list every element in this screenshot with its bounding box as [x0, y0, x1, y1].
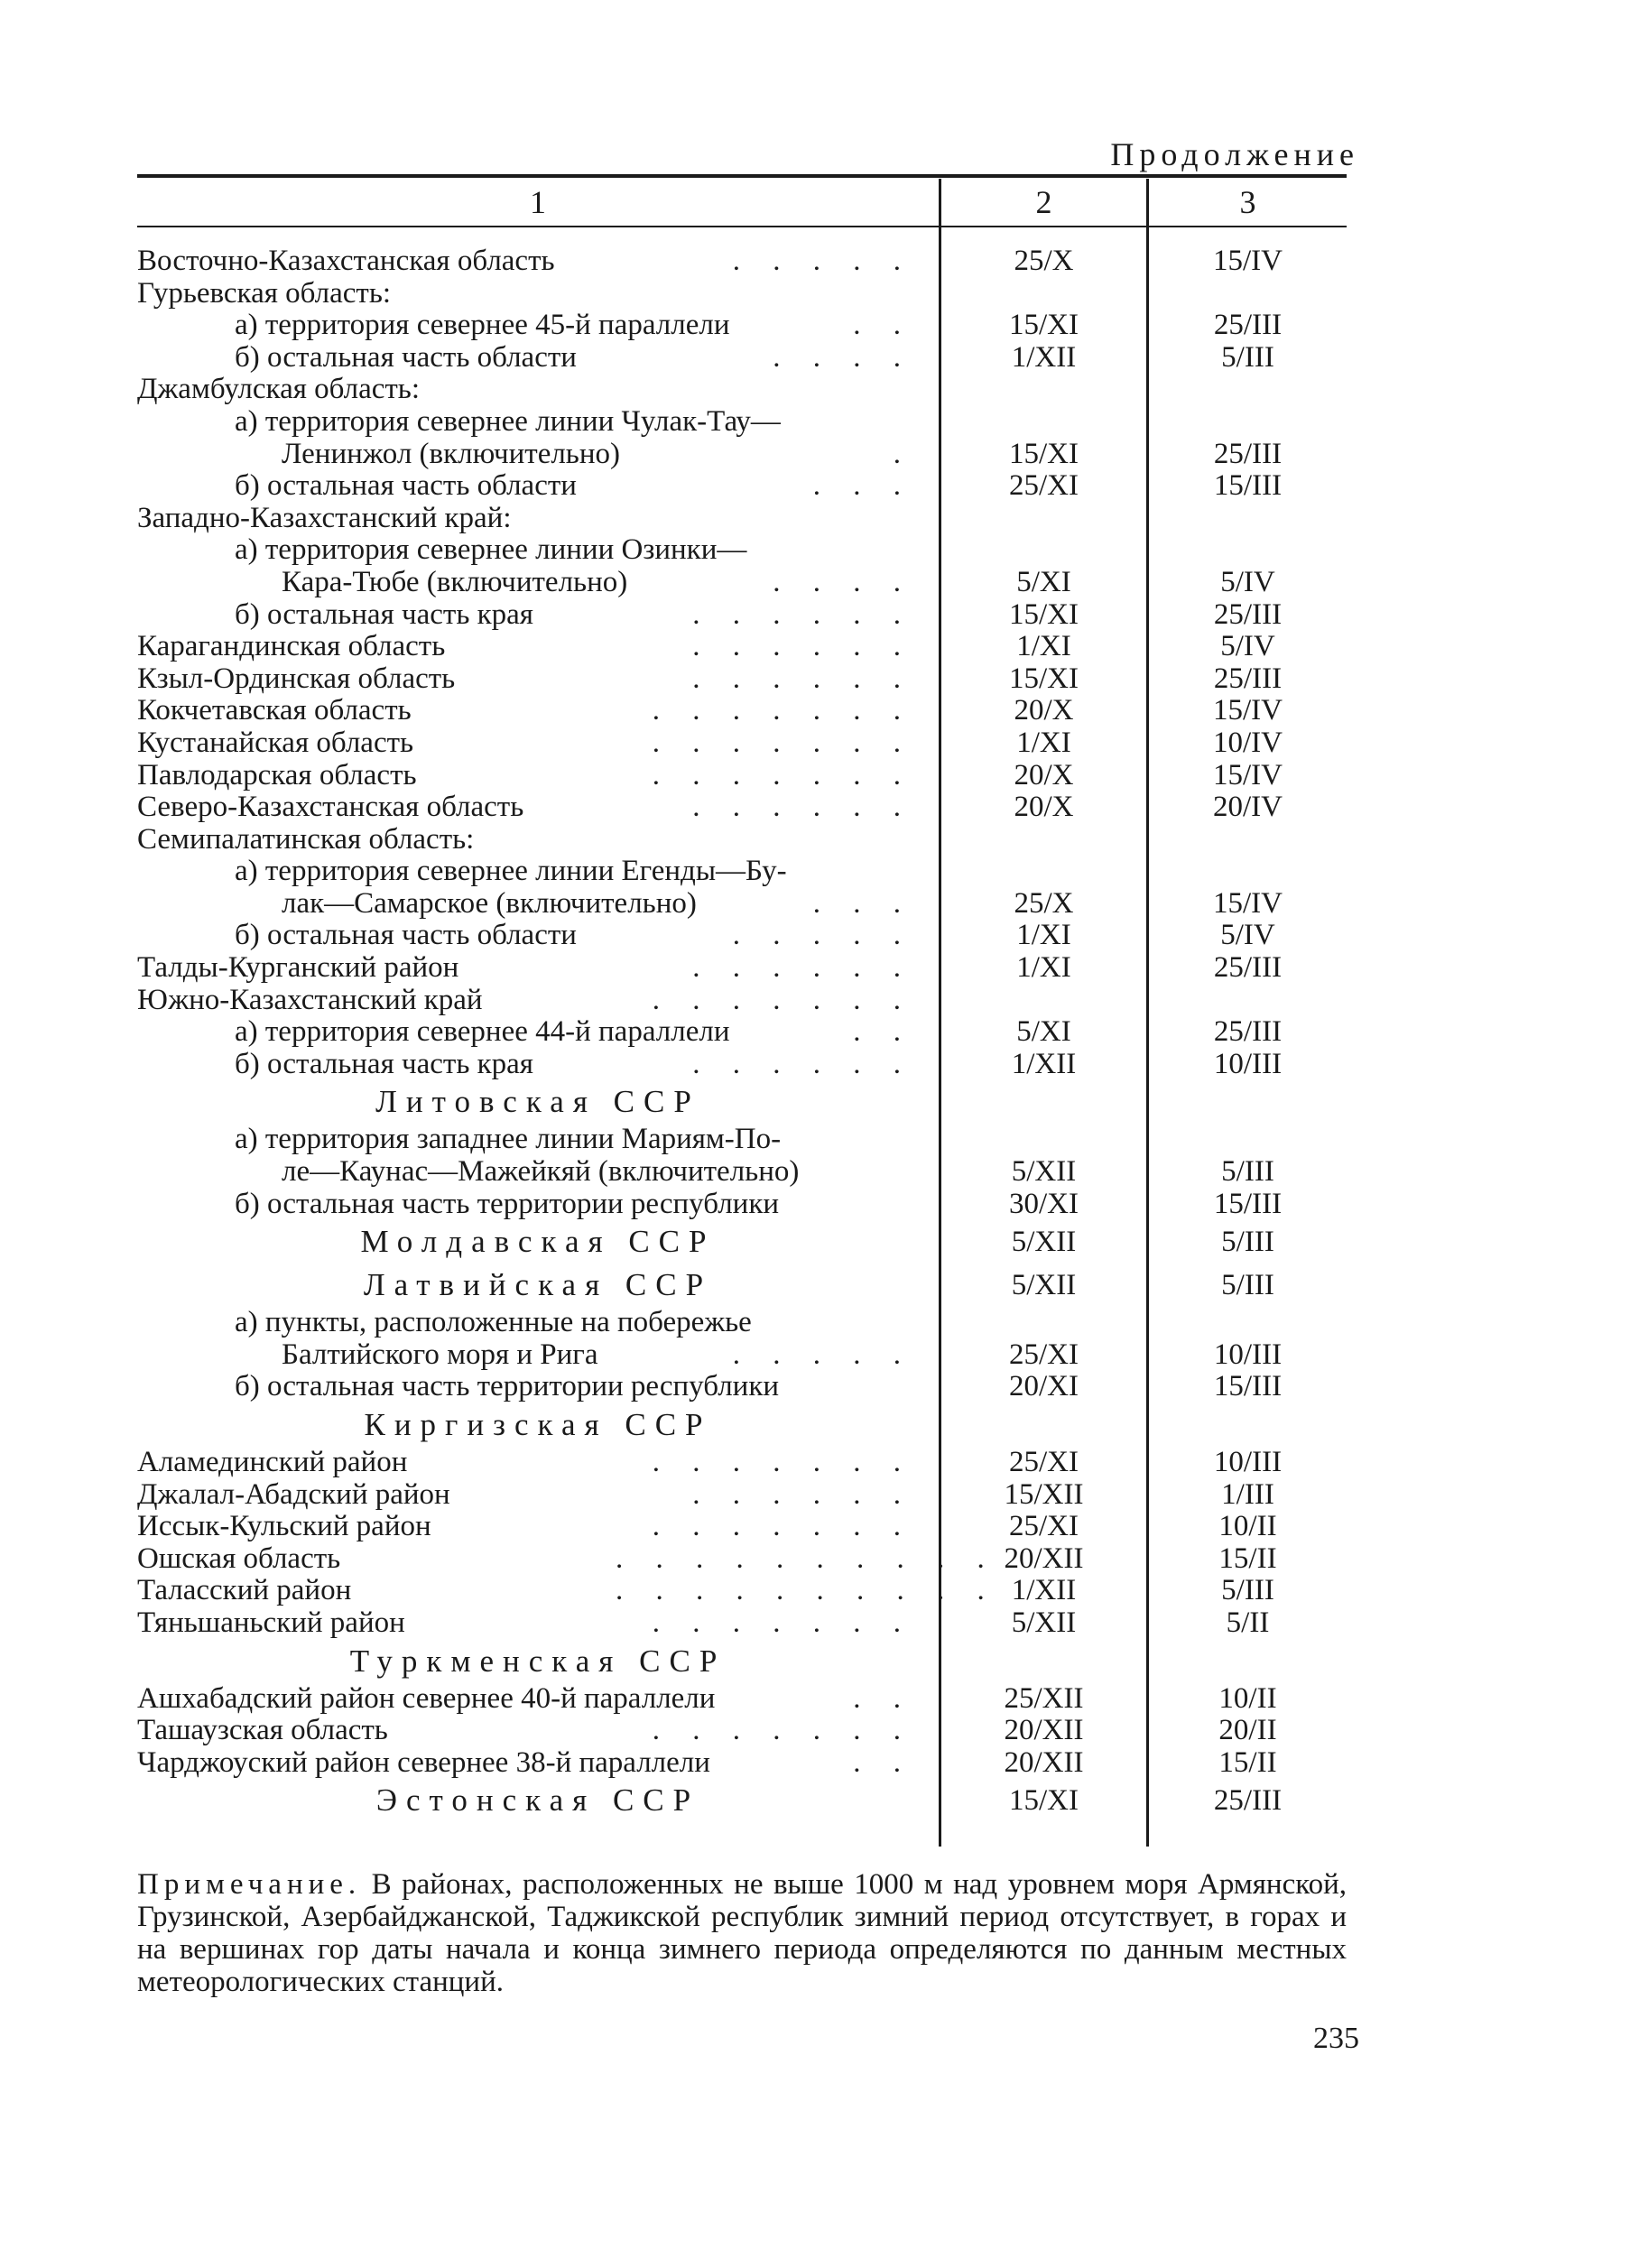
page-number: 235 — [1313, 2022, 1359, 2055]
row-label: а) территория севернее линии Егенды—Бу- — [235, 855, 787, 888]
end-date-cell: 5/IV — [1220, 630, 1275, 663]
footnote-text: В районах, расположенных не выше 1000 м над уровнем моря Армянской, Грузинской, Азербайджанской, Таджикской республик зимний период отсутствует, в горах и на вершинах гор даты начала и конца зимнего периода определяются по данным местных метеорологических станций. — [137, 1868, 1347, 1998]
row-label: Иссык-Кульский район — [137, 1510, 431, 1543]
start-date-cell: 25/XI — [1009, 469, 1079, 503]
leader-dots: . . — [853, 1745, 913, 1779]
leader-dots: . . . . . — [732, 919, 913, 952]
row-label: б) остальная часть области — [235, 340, 577, 374]
row-label: Кустанайская область — [137, 726, 414, 759]
section-title: Литовская ССР — [375, 1084, 700, 1120]
row-label: б) остальная часть территории республики — [235, 1187, 780, 1220]
row-label: б) остальная часть территории республики — [235, 1370, 780, 1403]
leader-dots: . . . . . . — [692, 951, 913, 985]
end-date-cell: 10/III — [1213, 1047, 1283, 1080]
start-date-cell: 1/XI — [1016, 919, 1071, 952]
row-label: Западно-Казахстанский край: — [137, 501, 512, 534]
start-date-cell: 15/XI — [1009, 1784, 1079, 1818]
start-date-cell: 1/XII — [1011, 340, 1077, 374]
table-row — [137, 1339, 1347, 1372]
section-heading-row — [137, 1264, 1347, 1307]
leader-dots: . . . . . . . — [652, 758, 913, 791]
end-date-cell: 5/IV — [1220, 565, 1275, 598]
row-label: Гурьевская область: — [137, 276, 392, 310]
leader-dots: . . . . . . . — [652, 1606, 913, 1639]
start-date-cell: 20/X — [1014, 791, 1074, 824]
leader-dots: . . . . . . — [692, 1047, 913, 1080]
row-label: Ашхабадский район севернее 40-й параллели — [137, 1681, 716, 1715]
row-label: Карагандинская область — [137, 630, 446, 663]
footnote — [137, 1868, 1347, 1998]
leader-dots: . . . . . . — [692, 630, 913, 663]
table-row — [137, 985, 1347, 1017]
table-row — [137, 278, 1347, 310]
leader-dots: . . . . . . — [692, 791, 913, 824]
footnote-lead: Примечание. — [137, 1868, 362, 1901]
start-date-cell: 15/XI — [1009, 309, 1079, 342]
row-label: Ленинжол (включительно) — [282, 437, 621, 470]
leader-dots: . . . . . . . . . . — [616, 1574, 997, 1607]
start-date-cell: 5/XII — [1011, 1269, 1077, 1302]
table-row — [137, 1479, 1347, 1512]
table-row — [137, 406, 1347, 439]
end-date-cell: 5/III — [1221, 1226, 1274, 1259]
table-row — [137, 1747, 1347, 1780]
table-row — [137, 1049, 1347, 1081]
row-label: Кокчетавская область — [137, 694, 412, 727]
start-date-cell: 5/XII — [1011, 1606, 1077, 1639]
table-row — [137, 1607, 1347, 1640]
start-date-cell: 5/XI — [1016, 1015, 1071, 1049]
start-date-cell: 1/XI — [1016, 630, 1071, 663]
table-row — [137, 1371, 1347, 1403]
end-date-cell: 15/III — [1213, 1187, 1283, 1220]
table-row — [137, 695, 1347, 727]
column-header-2: 2 — [1035, 184, 1052, 220]
table-row — [137, 374, 1347, 406]
start-date-cell: 1/XII — [1011, 1574, 1077, 1607]
row-label: Талды-Курганский район — [137, 951, 459, 985]
row-label: а) территория севернее линии Чулак-Тау— — [235, 404, 781, 438]
table-row — [137, 663, 1347, 696]
leader-dots: . . . . . — [732, 1338, 913, 1371]
start-date-cell: 25/X — [1014, 245, 1074, 277]
leader-dots: . . — [853, 1681, 913, 1715]
row-label: Чарджоуский район севернее 38-й параллели — [137, 1745, 710, 1779]
end-date-cell: 1/III — [1221, 1477, 1274, 1511]
end-date-cell: 25/III — [1213, 309, 1283, 342]
leader-dots: . . . . . . . — [652, 694, 913, 727]
section-title: Киргизская ССР — [364, 1407, 712, 1442]
end-date-cell: 10/IV — [1213, 726, 1283, 759]
start-date-cell: 20/X — [1014, 758, 1074, 791]
leader-dots: . . . . . — [732, 245, 913, 277]
start-date-cell: 20/XII — [1004, 1745, 1084, 1779]
row-label: а) территория севернее 45-й параллели — [235, 309, 730, 342]
end-date-cell: 15/IV — [1213, 758, 1283, 791]
end-date-cell: 10/III — [1213, 1446, 1283, 1478]
end-date-cell: 20/II — [1218, 1714, 1277, 1747]
end-date-cell: 15/II — [1218, 1745, 1277, 1779]
table-row — [137, 920, 1347, 952]
leader-dots: . . . — [812, 469, 913, 503]
leader-dots: . . . . . . — [692, 597, 913, 631]
end-date-cell: 25/III — [1213, 597, 1283, 631]
row-label: ле—Каунас—Мажейкяй (включительно) — [282, 1155, 800, 1189]
table-row — [137, 1511, 1347, 1543]
row-label: Павлодарская область — [137, 758, 417, 791]
leader-dots: . — [893, 437, 913, 470]
end-date-cell: 5/III — [1221, 1155, 1274, 1189]
row-label: а) территория западнее линии Мариям-По- — [235, 1123, 782, 1156]
end-date-cell: 15/III — [1213, 1370, 1283, 1403]
table-row — [137, 631, 1347, 663]
row-label: Семипалатинская область: — [137, 822, 475, 856]
start-date-cell: 25/XI — [1009, 1510, 1079, 1543]
start-date-cell: 20/XII — [1004, 1541, 1084, 1575]
table-row — [137, 791, 1347, 824]
column-header-3: 3 — [1239, 184, 1256, 220]
row-label: Ошская область — [137, 1541, 341, 1575]
end-date-cell: 20/IV — [1213, 791, 1283, 824]
table-row — [137, 760, 1347, 792]
start-date-cell: 5/XII — [1011, 1155, 1077, 1189]
row-label: Тяньшаньский район — [137, 1606, 405, 1639]
end-date-cell: 15/III — [1213, 469, 1283, 503]
table-row — [137, 342, 1347, 375]
end-date-cell: 25/III — [1213, 437, 1283, 470]
start-date-cell: 15/XI — [1009, 662, 1079, 695]
start-date-cell: 5/XI — [1016, 565, 1071, 598]
row-label: Северо-Казахстанская область — [137, 791, 524, 824]
start-date-cell: 25/XI — [1009, 1446, 1079, 1478]
leader-dots: . . . . — [773, 565, 913, 598]
leader-dots: . . — [853, 309, 913, 342]
table-row — [137, 1683, 1347, 1716]
start-date-cell: 5/XII — [1011, 1226, 1077, 1259]
leader-dots: . . . — [812, 886, 913, 920]
row-label: Кзыл-Ординская область — [137, 662, 456, 695]
section-title: Латвийская ССР — [363, 1267, 713, 1303]
row-label: Южно-Казахстанский край — [137, 983, 483, 1016]
table-row — [137, 952, 1347, 985]
start-date-cell: 20/XII — [1004, 1714, 1084, 1747]
section-title: Эстонская ССР — [375, 1782, 700, 1819]
end-date-cell: 25/III — [1213, 951, 1283, 985]
section-title: Молдавская ССР — [360, 1224, 716, 1260]
end-date-cell: 15/II — [1218, 1541, 1277, 1575]
table-row — [137, 310, 1347, 342]
table-row — [137, 1016, 1347, 1049]
end-date-cell: 5/IV — [1220, 919, 1275, 952]
table-row — [137, 1575, 1347, 1607]
table-row — [137, 856, 1347, 888]
end-date-cell: 10/II — [1218, 1510, 1277, 1543]
leader-dots: . . . . . . . — [652, 1714, 913, 1747]
row-label: Ташаузская область — [137, 1714, 388, 1747]
start-date-cell: 25/X — [1014, 886, 1074, 920]
start-date-cell: 20/X — [1014, 694, 1074, 727]
end-date-cell: 5/III — [1221, 340, 1274, 374]
end-date-cell: 10/III — [1213, 1338, 1283, 1371]
start-date-cell: 1/XI — [1016, 951, 1071, 985]
leader-dots: . . . . . . — [692, 662, 913, 695]
leader-dots: . . . . — [773, 340, 913, 374]
start-date-cell: 15/XII — [1004, 1477, 1084, 1511]
end-date-cell: 15/IV — [1213, 886, 1283, 920]
leader-dots: . . . . . . . — [652, 1446, 913, 1478]
section-heading-row — [137, 1779, 1347, 1822]
continued-label: Продолжение — [1110, 136, 1359, 172]
table-row — [137, 1124, 1347, 1156]
table-row — [137, 245, 1347, 278]
leader-dots: . . . . . . . — [652, 983, 913, 1016]
end-date-cell: 5/III — [1221, 1269, 1274, 1302]
section-heading-row — [137, 1640, 1347, 1683]
table-row — [137, 1307, 1347, 1339]
section-heading-row — [137, 1220, 1347, 1264]
table-row — [137, 727, 1347, 760]
table-body — [137, 245, 1347, 1822]
end-date-cell: 5/II — [1226, 1606, 1270, 1639]
leader-dots: . . — [853, 1015, 913, 1049]
row-label: б) остальная часть области — [235, 919, 577, 952]
section-heading-row — [137, 1403, 1347, 1447]
row-label: а) пункты, расположенные на побережье — [235, 1306, 752, 1339]
start-date-cell: 15/XI — [1009, 437, 1079, 470]
table-top-rule — [137, 174, 1347, 178]
row-label: Восточно-Казахстанская область — [137, 245, 555, 277]
row-label: Джамбулская область: — [137, 373, 421, 406]
end-date-cell: 10/II — [1218, 1681, 1277, 1715]
table-row — [137, 888, 1347, 921]
start-date-cell: 1/XII — [1011, 1047, 1077, 1080]
row-label: б) остальная часть края — [235, 1047, 533, 1080]
start-date-cell: 1/XI — [1016, 726, 1071, 759]
table-row — [137, 534, 1347, 567]
start-date-cell: 25/XII — [1004, 1681, 1084, 1715]
row-label: лак—Самарское (включительно) — [282, 886, 697, 920]
start-date-cell: 25/XI — [1009, 1338, 1079, 1371]
row-label: б) остальная часть края — [235, 597, 533, 631]
end-date-cell: 5/III — [1221, 1574, 1274, 1607]
end-date-cell: 25/III — [1213, 1784, 1283, 1818]
row-label: а) территория севернее линии Озинки— — [235, 533, 747, 567]
table-row — [137, 1543, 1347, 1576]
table-row — [137, 1447, 1347, 1479]
start-date-cell: 15/XI — [1009, 597, 1079, 631]
row-label: Джалал-Абадский район — [137, 1477, 450, 1511]
section-title: Туркменская ССР — [349, 1643, 727, 1679]
leader-dots: . . . . . . . — [652, 1510, 913, 1543]
column-header-1: 1 — [530, 184, 546, 220]
table-row — [137, 1715, 1347, 1747]
table-row — [137, 1189, 1347, 1221]
leader-dots: . . . . . . . — [652, 726, 913, 759]
table-row — [137, 1156, 1347, 1189]
end-date-cell: 15/IV — [1213, 694, 1283, 727]
start-date-cell: 20/XI — [1009, 1370, 1079, 1403]
table-row — [137, 439, 1347, 471]
row-label: Балтийского моря и Рига — [282, 1338, 598, 1371]
row-label: а) территория севернее 44-й параллели — [235, 1015, 730, 1049]
start-date-cell: 30/XI — [1009, 1187, 1079, 1220]
table-row — [137, 599, 1347, 632]
table-row — [137, 470, 1347, 503]
leader-dots: . . . . . . — [692, 1477, 913, 1511]
table-row — [137, 503, 1347, 535]
section-heading-row — [137, 1080, 1347, 1124]
row-label: Таласский район — [137, 1574, 352, 1607]
leader-dots: . . . . . . . . . . — [616, 1541, 997, 1575]
row-label: Аламединский район — [137, 1446, 408, 1478]
table-row — [137, 567, 1347, 599]
table-row — [137, 824, 1347, 856]
end-date-cell: 25/III — [1213, 662, 1283, 695]
end-date-cell: 25/III — [1213, 1015, 1283, 1049]
row-label: Кара-Тюбе (включительно) — [282, 565, 628, 598]
end-date-cell: 15/IV — [1213, 245, 1283, 277]
row-label: б) остальная часть области — [235, 469, 577, 503]
table-header-rule — [137, 226, 1347, 227]
